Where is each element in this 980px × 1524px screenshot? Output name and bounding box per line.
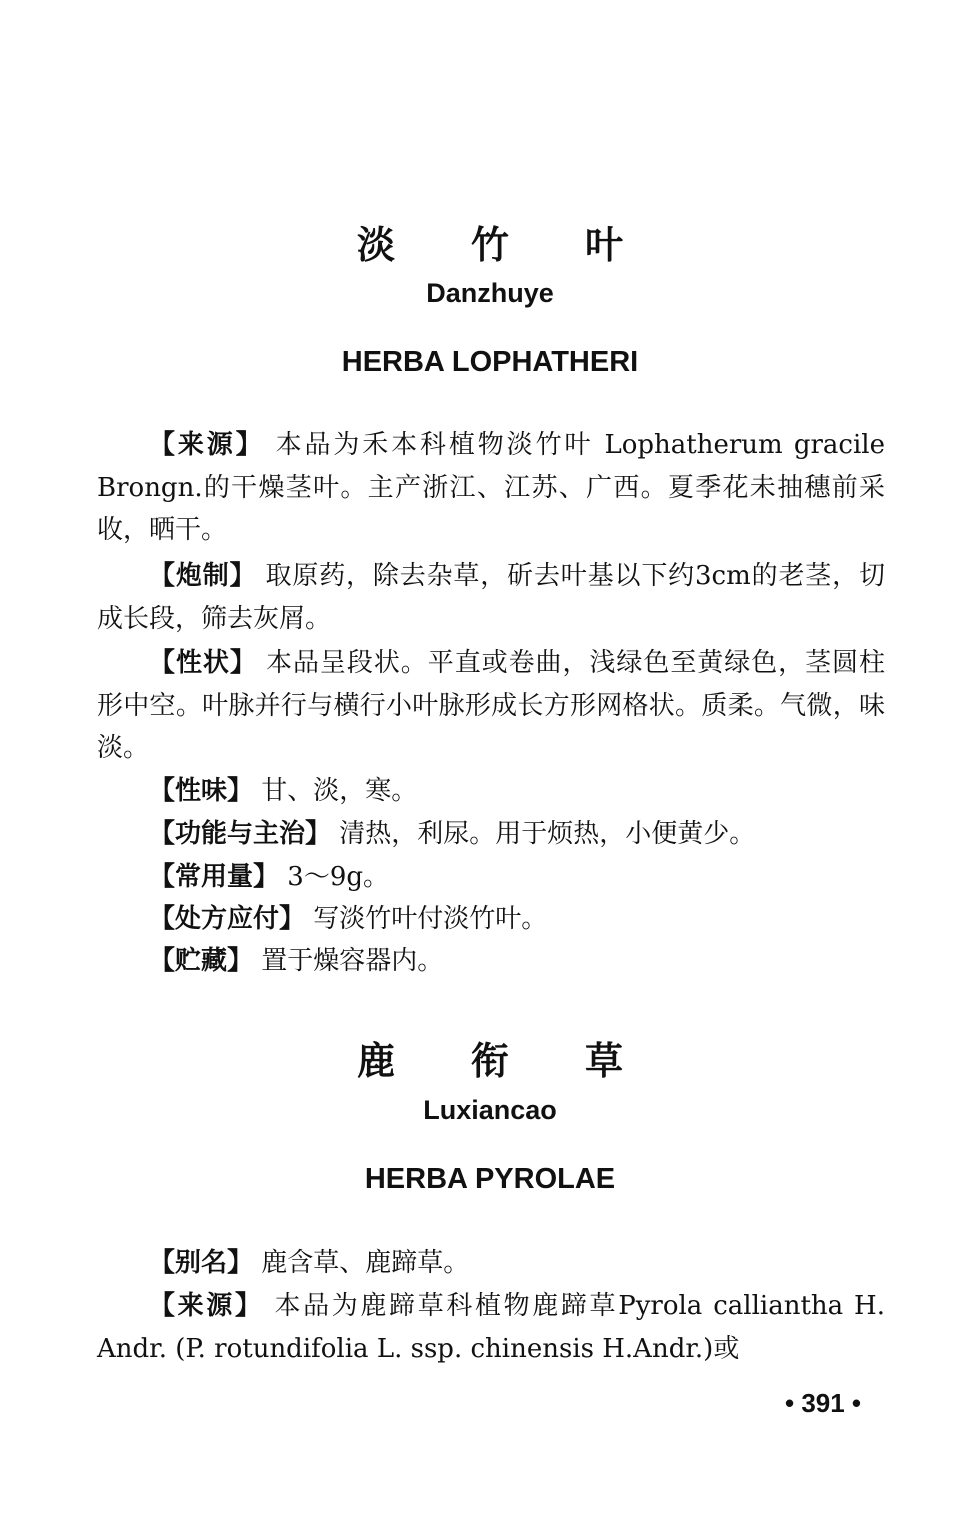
entry-source-2	[97, 1285, 885, 1370]
entry-text: 置于燥容器内。	[253, 946, 444, 976]
entry-label: 【常用量】	[149, 862, 280, 892]
entry-taste	[97, 770, 885, 813]
entry-properties	[97, 642, 885, 770]
entry-text: 鹿含草、鹿蹄草。	[253, 1248, 470, 1278]
entry-alias	[97, 1242, 885, 1285]
section-2-chinese-title	[0, 1030, 980, 1085]
entry-storage	[97, 940, 885, 983]
entry-prescription	[97, 898, 885, 941]
title-char: 叶	[585, 223, 624, 267]
entry-text: 甘、淡，寒。	[253, 776, 418, 806]
section-2-latin-title: HERBA PYROLAE	[364, 1163, 616, 1195]
title-char: 衔	[470, 1039, 509, 1083]
title-char: 草	[585, 1039, 624, 1083]
entry-text: 取原药，除去杂草，斫去叶基以下约3cm的老茎，切成长段，筛去灰屑。	[97, 561, 885, 634]
entry-text: 3～9g。	[279, 862, 390, 892]
page-number: • 391 •	[785, 1388, 862, 1418]
title-char: 淡	[356, 223, 395, 267]
entry-text: 本品为禾本科植物淡竹叶 Lophatherum gracile Brongn.的干燥茎叶。主产浙江、江苏、广西。夏季花未抽穗前采收，晒干。	[97, 430, 885, 545]
entry-text: 本品呈段状。平直或卷曲，浅绿色至黄绿色，茎圆柱形中空。叶脉并行与横行小叶脉形成长方形网格状。质柔。气微，味淡。	[97, 648, 885, 763]
section-1-latin-title: HERBA LOPHATHERI	[341, 346, 639, 378]
section-2-pinyin-title: Luxiancao	[423, 1095, 557, 1125]
title-char: 竹	[470, 223, 509, 267]
entry-label: 【性味】	[149, 776, 254, 806]
section-1-chinese-title	[0, 214, 980, 269]
section-1-pinyin-title: Danzhuye	[426, 278, 554, 308]
entry-processing	[97, 555, 885, 640]
entry-dosage	[97, 856, 885, 899]
entry-label: 【功能与主治】	[149, 819, 332, 849]
entry-label: 【别名】	[149, 1248, 254, 1278]
entry-label: 【贮藏】	[149, 946, 254, 976]
entry-function	[97, 813, 885, 856]
entry-source	[97, 424, 885, 552]
entry-text: 清热，利尿。用于烦热，小便黄少。	[331, 819, 756, 849]
entry-label: 【性状】	[149, 648, 257, 678]
entry-label: 【来源】	[149, 1291, 264, 1321]
entry-label: 【来源】	[149, 430, 265, 460]
entry-label: 【处方应付】	[149, 904, 306, 934]
entry-label: 【炮制】	[149, 561, 257, 591]
entry-text: 写淡竹叶付淡竹叶。	[305, 904, 548, 934]
title-char: 鹿	[356, 1039, 395, 1083]
entry-text: 本品为鹿蹄草科植物鹿蹄草Pyrola calliantha H. Andr. (P. rotundifolia L. ssp. chinensis H.Andr.)或	[97, 1291, 885, 1364]
